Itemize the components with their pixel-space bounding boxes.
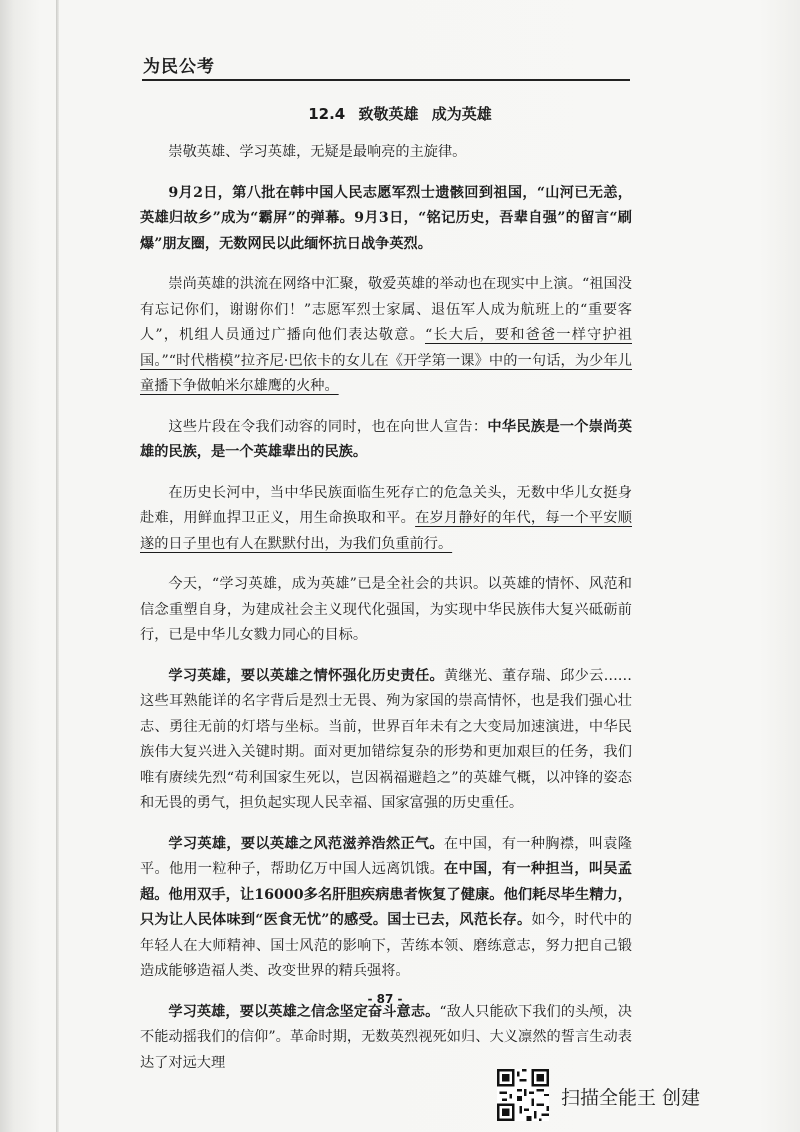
paragraph-3 [140, 272, 632, 400]
paragraph-8 [140, 832, 632, 985]
paragraph-8-tail: 如今，时代中的年轻人在大师精神、国士风范的影响下，苦练本领、磨练意志，努力把自己锻造成能够造福人类、改变世界的精兵强将。 [140, 912, 632, 979]
header-title: 为民公考 [143, 57, 215, 77]
paragraph-8-text: 在中国，有一种胸襟，叫袁隆平。他用一粒种子，帮助亿万中国人远离饥饿。 [140, 835, 632, 877]
binding-shadow [56, 0, 59, 1132]
paragraph-9-lead: 学习英雄，要以英雄之信念坚定奋斗意志。 [168, 1003, 440, 1020]
article-body [140, 140, 632, 1091]
paragraph-4 [140, 415, 632, 466]
section-title-part-b: 成为英雄 [431, 105, 492, 123]
paragraph-7-lead: 学习英雄，要以英雄之情怀强化历史责任。 [168, 667, 445, 684]
paragraph-8-bold: 在中国，有一种担当，叫吴孟超。他用双手，让16000多名肝胆疾病患者恢复了健康。他们耗尽毕生精力，只为让人民体味到“医食无忧”的感受。国士已去，风范长存。 [140, 861, 632, 928]
header-rule [142, 79, 630, 81]
paragraph-8-lead: 学习英雄，要以英雄之风范滋养浩然正气。 [168, 835, 444, 852]
section-title [0, 103, 800, 124]
paragraph-9-text: “敌人只能砍下我们的头颅，决不能动摇我们的信仰”。革命时期，无数英烈视死如归、大义凛然的誓言生动表达了对远大理 [140, 1003, 632, 1071]
section-number: 12.4 [308, 105, 346, 123]
qr-code-icon [497, 1069, 549, 1121]
paragraph-5-underlined: 在岁月静好的年代，每一个平安顺遂的日子里也有人在默默付出，为我们负重前行。 [140, 510, 632, 552]
page-number: - 87 - [367, 992, 403, 1006]
paragraph-4-bold: 中华民族是一个崇尚英雄的民族，是一个英雄辈出的民族。 [140, 418, 632, 460]
paragraph-2: 9月2日，第八批在韩中国人民志愿军烈士遗骸回到祖国，“山河已无恙，英雄归故乡”成为“霸屏”的弹幕。9月3日，“铭记历史，吾辈自强”的留言“刷爆”朋友圈，无数网民以此缅怀抗日战争英烈。 [140, 184, 632, 252]
paragraph-4-text: 这些片段在令我们动容的同时，也在向世人宣告： [168, 418, 488, 435]
paragraph-7-text: 黄继光、董存瑞、邱少云……这些耳熟能详的名字背后是烈士无畏、殉为家国的崇高情怀，也是我们强心壮志、勇往无前的灯塔与坐标。当前，世界百年未有之大变局加速演进，中华民族伟大复兴进入关键时期。面对更加错综复杂的形势和更加艰巨的任务，我们唯有赓续先烈“苟利国家生死以，岂因祸福避趋之”的英雄气概，以冲锋的姿态和无畏的勇气，担负起实现人民幸福、国家富强的历史重任。 [140, 667, 632, 811]
watermark-text: 扫描全能王 创建 [561, 1087, 701, 1109]
section-title-part-a: 致敬英雄 [358, 105, 419, 123]
paragraph-9 [140, 1000, 632, 1077]
paragraph-7 [140, 664, 632, 817]
paragraph-3-text: 崇尚英雄的洪流在网络中汇聚，敬爱英雄的举动也在现实中上演。“祖国没有忘记你们，谢谢你们！”志愿军烈士家属、退伍军人成为航班上的“重要客人”，机组人员通过广播向他们表达敬意。 [140, 276, 632, 343]
paragraph-1: 崇敬英雄、学习英雄，无疑是最响亮的主旋律。 [168, 144, 467, 160]
paragraph-5 [140, 481, 632, 558]
paragraph-6: 今天，“学习英雄，成为英雄”已是全社会的共识。以英雄的情怀、风范和信念重塑自身，为建成社会主义现代化强国，为实现中华民族伟大复兴砥砺前行，已是中华儿女戮力同心的目标。 [140, 576, 632, 643]
paragraph-5-text: 在历史长河中，当中华民族面临生死存亡的危急关头，无数中华儿女挺身赴难，用鲜血捍卫正义，用生命换取和平。 [140, 484, 632, 526]
paragraph-3-underlined: “长大后，要和爸爸一样守护祖国。”“时代楷模”拉齐尼·巴依卡的女儿在《开学第一课》中的一句话，为少年儿童播下争做帕米尔雄鹰的火种。 [140, 327, 632, 394]
